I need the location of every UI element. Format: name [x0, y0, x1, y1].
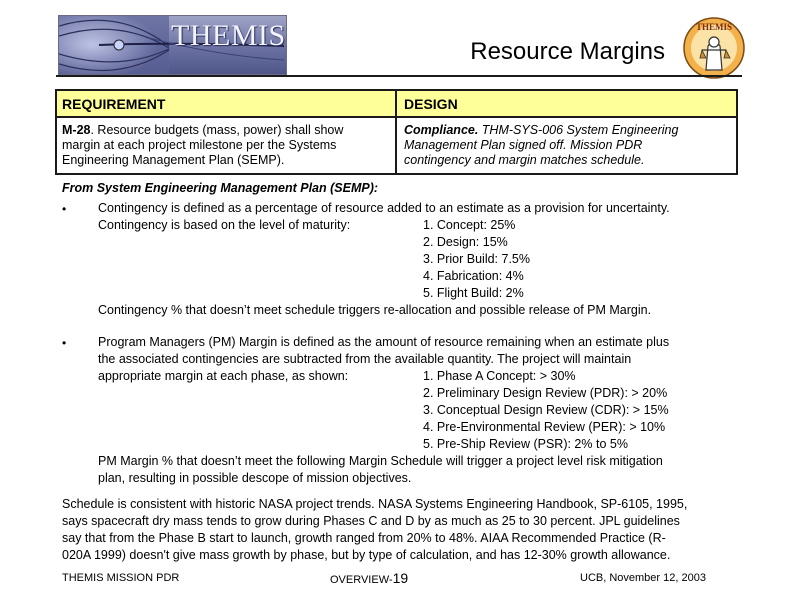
- requirement-header: REQUIREMENT: [57, 91, 397, 118]
- schedule-paragraph: Schedule is consistent with historic NASA project trends. NASA Systems Engineering Handbook, SP-6105, 1995,: [62, 497, 688, 511]
- requirement-id: M-28: [62, 123, 91, 137]
- pm-margin-definition: appropriate margin at each phase, as shown:: [98, 369, 349, 383]
- design-text: Management Plan signed off. Mission PDR: [404, 138, 643, 152]
- requirement-text: . Resource budgets (mass, power) shall show: [90, 123, 344, 137]
- pm-margin-definition: the associated contingencies are subtracted from the available quantity. The project will maintain: [98, 352, 632, 366]
- semp-subheading: From System Engineering Management Plan (SEMP):: [62, 181, 379, 195]
- footer-mission: THEMIS MISSION PDR: [62, 572, 180, 584]
- pm-margin-closing: plan, resulting in possible descope of mission objectives.: [98, 471, 412, 485]
- pm-margin-closing: PM Margin % that doesn’t meet the following Margin Schedule will trigger a project level risk mitigation: [98, 454, 663, 468]
- footer-section: OVERVIEW-: [330, 574, 393, 586]
- bullet-icon: •: [62, 336, 67, 350]
- schedule-paragraph: say that from the Phase B start to launch, growth ranged from 20% to 48%. AIAA Recommended Practice (R-: [62, 531, 666, 545]
- themis-mascot-emblem: [682, 16, 746, 80]
- design-text: THM-SYS-006 System Engineering: [478, 123, 679, 137]
- page-title: Resource Margins: [470, 38, 665, 65]
- footer-page: [330, 570, 408, 589]
- schedule-paragraph: 020A 1999) doesn't give mass growth by phase, but by type of calculation, and has 12-30% growth allowance.: [62, 548, 671, 562]
- requirement-cell: [57, 118, 397, 173]
- margin-phase: 3. Conceptual Design Review (CDR): > 15%: [423, 403, 669, 417]
- contingency-closing: Contingency % that doesn’t meet schedule triggers re-allocation and possible release of PM Margin.: [98, 303, 652, 317]
- contingency-level: 4. Fabrication: 4%: [423, 269, 524, 283]
- requirement-text: Engineering Management Plan (SEMP).: [62, 153, 285, 167]
- margin-phase: 2. Preliminary Design Review (PDR): > 20%: [423, 386, 668, 400]
- design-text: contingency and margin matches schedule.: [404, 153, 645, 167]
- margin-phase: 5. Pre-Ship Review (PSR): 2% to 5%: [423, 437, 628, 451]
- margin-phase: 4. Pre-Environmental Review (PER): > 10%: [423, 420, 666, 434]
- pm-margin-definition: Program Managers (PM) Margin is defined as the amount of resource remaining when an estimate plus: [98, 335, 670, 349]
- bullet-icon: •: [62, 202, 67, 216]
- schedule-paragraph: says spacecraft dry mass tends to grow during Phases C and D by as much as 25 to 30 percent. JPL guidelines: [62, 514, 680, 528]
- requirement-design-table: [55, 89, 738, 175]
- contingency-level: 5. Flight Build: 2%: [423, 286, 524, 300]
- contingency-level: 3. Prior Build: 7.5%: [423, 252, 530, 266]
- header-divider: [56, 75, 742, 77]
- design-header: DESIGN: [397, 91, 736, 118]
- margin-phase: 1. Phase A Concept: > 30%: [423, 369, 576, 383]
- logo-text: THEMIS: [171, 19, 286, 52]
- contingency-definition: Contingency is defined as a percentage of resource added to an estimate as a provision for uncertainty.: [98, 201, 670, 215]
- footer-date: UCB, November 12, 2003: [580, 572, 706, 584]
- contingency-level: 2. Design: 15%: [423, 235, 508, 249]
- themis-logo: [58, 15, 287, 75]
- compliance-label: Compliance.: [404, 123, 479, 137]
- contingency-level: 1. Concept: 25%: [423, 218, 516, 232]
- mascot-text: THEMIS: [695, 22, 733, 32]
- requirement-text: margin at each project milestone per the Systems: [62, 138, 337, 152]
- footer-page-number: 19: [392, 570, 409, 586]
- contingency-maturity-line: Contingency is based on the level of maturity:: [98, 218, 351, 232]
- design-cell: [397, 118, 736, 173]
